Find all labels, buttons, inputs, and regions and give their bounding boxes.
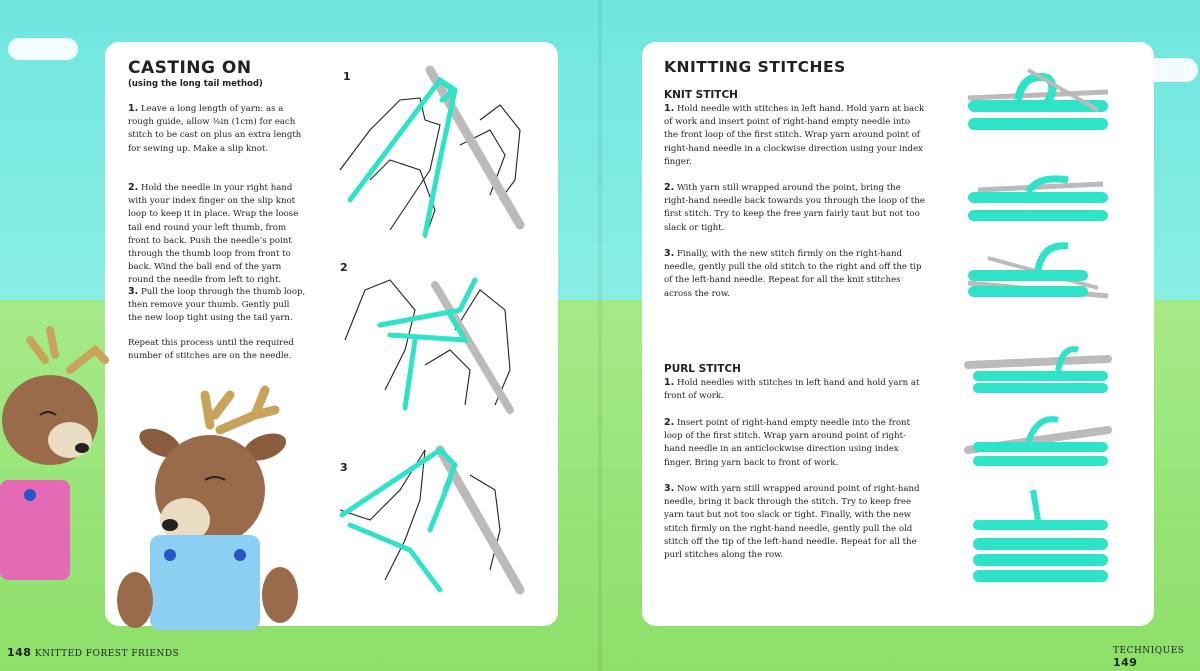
page-title: KNITTING STITCHES (664, 58, 846, 76)
casting-on-illustration-1 (330, 60, 530, 245)
casting-step-1: 1. Leave a long length of yarn: as a rough guide, allow ⅜in (1cm) for each stitch to be cast on plus an extra length for sewing up. Make a slip knot. (128, 103, 302, 154)
book-spine (598, 0, 602, 671)
casting-step-3: 3. Pull the loop through the thumb loop, then remove your thumb. Gently pull the new loop tight using the tail yarn. (128, 286, 306, 324)
purl-stitch-illustration-2 (968, 410, 1113, 475)
knitted-deer-toy-left (0, 330, 105, 580)
cloud (8, 38, 78, 60)
figure-number: 2 (340, 261, 348, 274)
knit-step-2: 2. With yarn still wrapped around the point, bring the right-hand needle back towards you through the loop of the first stitch. Try to keep the free yarn fairly taut but not too slack or tight. (664, 182, 925, 233)
purl-stitch-heading: PURL STITCH (664, 363, 741, 375)
purl-step-1: 1. Hold needles with stitches in left hand and hold yarn at front of work. (664, 377, 920, 402)
purl-step-3: 3. Now with yarn still wrapped around point of right-hand needle, bring it back through the stitch. Try to keep free yarn taut but not too slack or tight. Finally, with the new stitch firmly on the right-hand needle, gently pull the old stitch off the tip of the left-hand needle. Repeat for all the purl stitches along the row. (664, 483, 920, 561)
knit-stitch-illustration-1 (968, 70, 1113, 140)
knit-stitch-illustration-2 (968, 170, 1113, 230)
knit-stitch-heading: KNIT STITCH (664, 89, 738, 101)
casting-note: Repeat this process until the required number of stitches are on the needle. (128, 338, 294, 362)
footer-right: TECHNIQUES 149 (1113, 646, 1185, 669)
figure-number: 3 (340, 461, 348, 474)
footer-left: 148 KNITTED FOREST FRIENDS (7, 646, 180, 659)
casting-on-illustration-3 (330, 430, 530, 595)
knit-stitch-illustration-3 (968, 238, 1113, 303)
purl-stitch-illustration-3 (968, 490, 1113, 585)
casting-step-2: 2. Hold the needle in your right hand with your index finger on the slip knot loop to keep it in place. Wrap the loose tail end round your left thumb, from front to back. Push the needle’s point through the thumb loop from front to back. Wind the ball end of the yarn round the needle from left to right. (128, 182, 299, 286)
knitted-deer-toy-right (115, 385, 300, 630)
knit-step-3: 3. Finally, with the new stitch firmly on the right-hand needle, gently pull the old stitch to the right and off the tip of the left-hand needle. Repeat for all the knit stitches across the row. (664, 248, 922, 299)
knit-step-1: 1. Hold needle with stitches in left hand. Hold yarn at back of work and insert point of right-hand empty needle into the front loop of the first stitch. Wrap yarn around point of right-hand needle in a clockwise direction using your index finger. (664, 103, 925, 167)
figure-number: 1 (343, 70, 351, 83)
purl-step-2: 2. Insert point of right-hand empty needle into the front loop of the first stitch. Wrap yarn around point of right-hand needle in an anticlockwise direction using index finger. Bring yarn back to front of work. (664, 417, 911, 468)
casting-on-illustration-2 (335, 270, 525, 410)
purl-stitch-illustration-1 (968, 345, 1113, 395)
page-title: CASTING ON (128, 58, 252, 78)
page-subtitle: (using the long tail method) (128, 79, 263, 89)
